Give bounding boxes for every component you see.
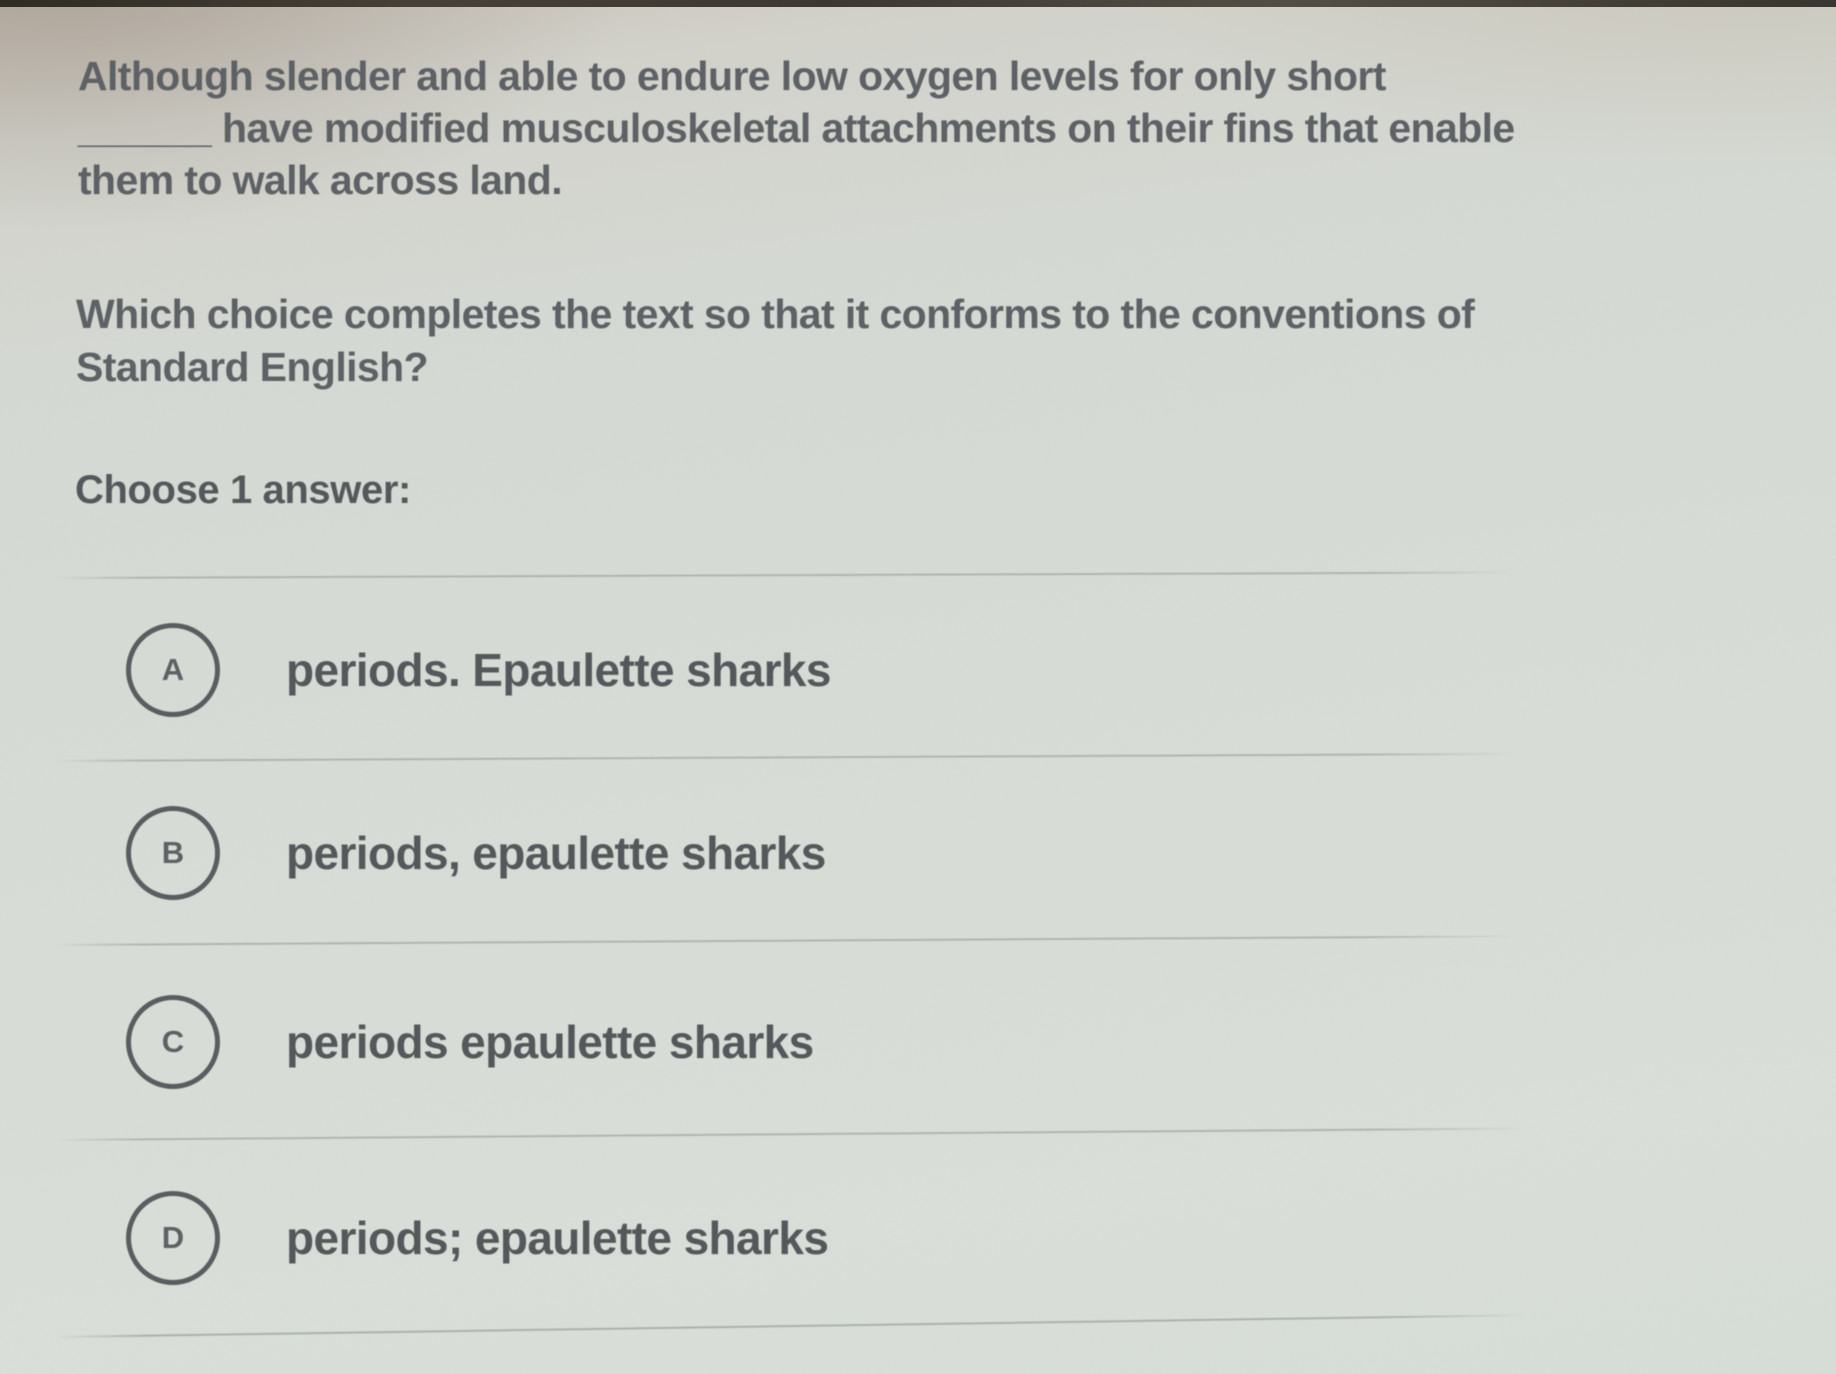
divider xyxy=(55,1314,1530,1338)
option-letter-b: B xyxy=(161,835,185,870)
option-text-b: periods, epaulette sharks xyxy=(286,827,826,879)
answer-option-b[interactable] xyxy=(126,806,826,900)
question-prompt xyxy=(76,288,1474,394)
option-text-c: periods epaulette sharks xyxy=(286,1016,814,1068)
divider xyxy=(55,753,1513,762)
question-line: Which choice completes the text so that it conforms to the conventions of xyxy=(76,291,1475,337)
divider xyxy=(55,571,1513,579)
option-letter-d: D xyxy=(161,1220,185,1255)
answer-option-c[interactable] xyxy=(126,995,814,1089)
option-letter-a: A xyxy=(161,652,185,687)
passage-line-with-blank: ______ have modified musculoskeletal attachments on their fins that enable xyxy=(78,105,1515,151)
photo-top-edge xyxy=(0,0,1836,7)
radio-button-a[interactable] xyxy=(126,623,220,717)
radio-button-b[interactable] xyxy=(126,806,220,900)
question-line: Standard English? xyxy=(76,344,428,390)
passage-text xyxy=(78,50,1515,206)
divider xyxy=(55,1127,1525,1141)
option-letter-c: C xyxy=(161,1024,185,1059)
passage-line: Although slender and able to endure low oxygen levels for only short xyxy=(78,53,1386,99)
answer-option-a[interactable] xyxy=(126,623,831,717)
radio-button-d[interactable] xyxy=(126,1191,220,1285)
radio-button-c[interactable] xyxy=(126,995,220,1089)
option-text-a: periods. Epaulette sharks xyxy=(286,644,831,696)
option-text-d: periods; epaulette sharks xyxy=(286,1212,829,1264)
divider xyxy=(55,935,1513,946)
passage-line: them to walk across land. xyxy=(78,157,562,203)
answer-option-d[interactable] xyxy=(126,1191,828,1285)
choose-answer-label: Choose 1 answer: xyxy=(75,468,411,512)
